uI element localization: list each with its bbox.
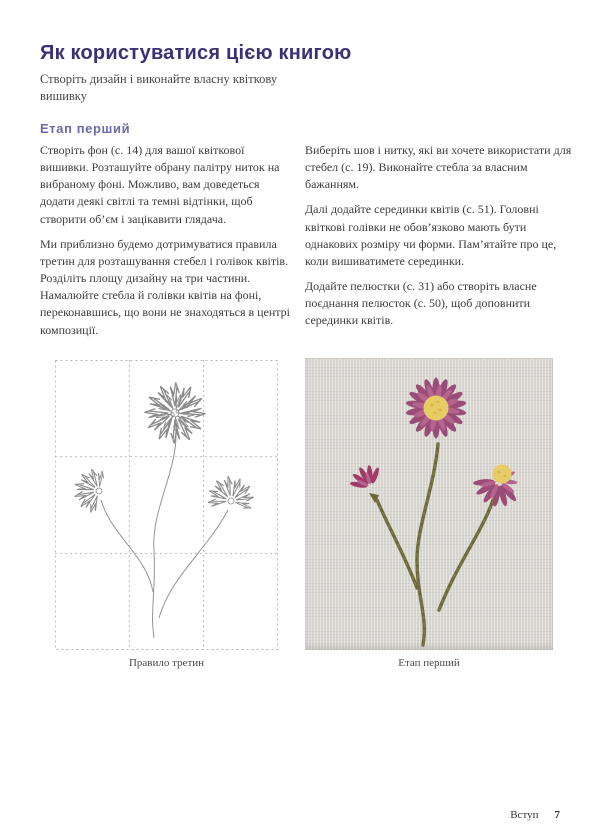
page-title: Як користуватися цією книгою	[40, 42, 352, 64]
page-subtitle: Створіть дизайн і виконайте власну квіткову вишивку	[40, 72, 278, 103]
text-column-right	[305, 142, 573, 338]
flower-sketch-illustration	[55, 360, 278, 650]
embroidered-stems	[377, 444, 493, 645]
sketch-flower-right	[208, 476, 255, 511]
paragraph: Ми приблизно будемо дотримуватися правила третин для розташування стебел і голівок квітів. Розділіть площу дизайну на три частини. Намалюйте стебла й голівки квітів на фоні, переконавшись, що вони не знаходяться в центрі композиції.	[40, 236, 291, 337]
page-footer	[510, 809, 560, 821]
figure-rule-of-thirds-sketch	[55, 360, 278, 650]
text-column-left	[40, 142, 296, 347]
footer-section-label: Вступ	[510, 809, 539, 821]
paragraph: Далі додайте серединки квітів (с. 51). Головні квіткові голівки не обов’язково мають бути однакових розміру чи форми. Пам’ятайте про це, коли вишиватимете серединки.	[305, 202, 557, 268]
paragraph: Створіть фон (с. 14) для вашої квіткової вишивки. Розташуйте обрану палітру ниток на вибраному фоні. Можливо, вам доведеться додати деякі світлі та темні відтінки, щоб створити об’єм і зацікавити глядача.	[40, 143, 280, 226]
figure-caption-right: Етап перший	[398, 657, 460, 669]
embroidered-flower-left	[350, 465, 381, 503]
paragraph: Додайте пелюстки (с. 31) або створіть власне поєднання пелюсток (с. 50), щоб доповнити серединки квітів.	[305, 279, 537, 328]
figure-embroidery-photo	[305, 358, 553, 650]
sketch-flower-large	[144, 382, 205, 443]
embroidered-flower-large	[405, 378, 466, 439]
figure-caption-left: Правило третин	[128, 657, 205, 669]
embroidered-flower-right	[473, 465, 518, 508]
flower-center	[424, 396, 449, 421]
section-heading: Етап перший	[40, 121, 131, 136]
paragraph: Виберіть шов і нитку, які ви хочете використати для стебел (с. 19). Виконайте стебла за власним бажанням.	[305, 143, 572, 192]
fabric-background	[305, 358, 553, 650]
embroidery-illustration	[305, 358, 553, 650]
sketch-stems	[101, 430, 228, 638]
flower-center	[493, 465, 512, 484]
page-number: 7	[554, 809, 560, 821]
sketch-flower-left	[74, 468, 105, 514]
